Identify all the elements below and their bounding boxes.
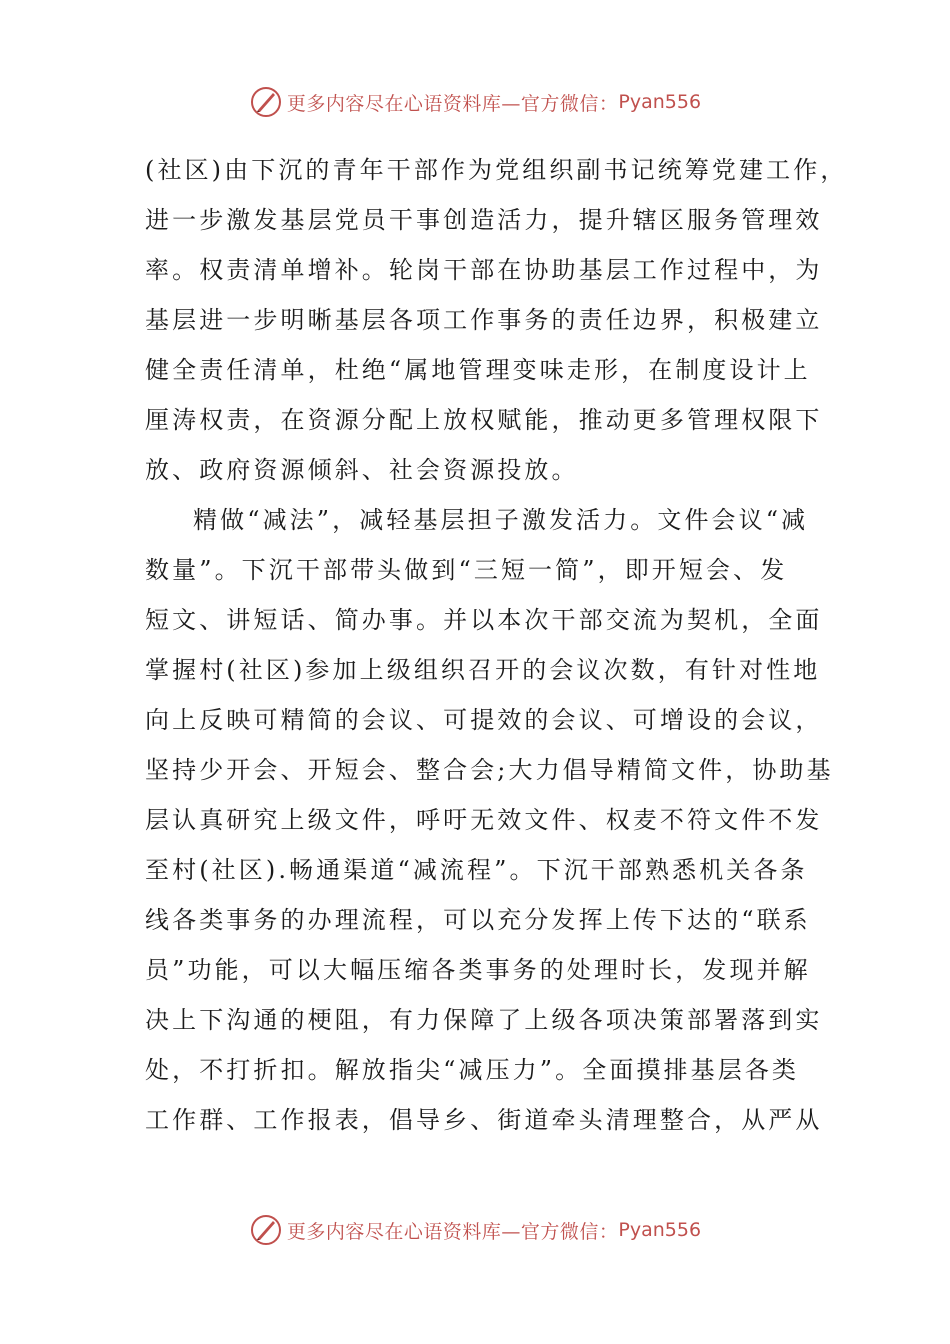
document-body bbox=[145, 145, 848, 1145]
footer-banner bbox=[0, 1210, 950, 1250]
text-line: 进一步激发基层党员干事创造活力，提升辖区服务管理效 bbox=[145, 206, 823, 234]
text-line: 员”功能，可以大幅压缩各类事务的处理时长，发现并解 bbox=[145, 956, 811, 984]
text-line: 处，不打折扣。解放指尖“减压力”。全面摸排基层各类 bbox=[145, 1056, 800, 1084]
banner-text: 更多内容尽在心语资料库—官方微信： bbox=[286, 1220, 619, 1243]
text-line: 至村(社区).畅通渠道“减流程”。下沉干部熟悉机关各条 bbox=[145, 856, 808, 884]
text-line: 放、政府资源倾斜、社会资源投放。 bbox=[145, 456, 579, 484]
text-line: 数量”。下沉干部带头做到“三短一简”，即开短会、发 bbox=[145, 556, 788, 584]
paragraph-2 bbox=[145, 495, 834, 1145]
text-line: 线各类事务的办理流程，可以充分发挥上传下达的“联系 bbox=[145, 906, 811, 934]
text-line: 健全责任清单，杜绝“属地管理变味走形，在制度设计上 bbox=[145, 356, 811, 384]
text-line: 短文、讲短话、简办事。并以本次干部交流为契机，全面 bbox=[145, 606, 823, 634]
text-line: 坚持少开会、开短会、整合会;大力倡导精简文件，协助基 bbox=[145, 756, 834, 784]
text-line: 率。权责清单增补。轮岗干部在协助基层工作过程中，为 bbox=[145, 256, 823, 284]
header-banner bbox=[0, 82, 950, 122]
quill-logo-icon bbox=[249, 85, 283, 119]
banner-wechat-id: Pyan556 bbox=[618, 1219, 702, 1241]
paragraph-1 bbox=[145, 145, 848, 495]
banner-text: 更多内容尽在心语资料库—官方微信： bbox=[286, 92, 619, 115]
text-line: 层认真研究上级文件，呼吁无效文件、权麦不符文件不发 bbox=[145, 806, 823, 834]
text-line: 工作群、工作报表，倡导乡、街道牵头清理整合，从严从 bbox=[145, 1106, 823, 1134]
text-line: 决上下沟通的梗阻，有力保障了上级各项决策部署落到实 bbox=[145, 1006, 823, 1034]
text-line: (社区)由下沉的青年干部作为党组织副书记统筹党建工作， bbox=[145, 156, 848, 184]
text-line: 基层进一步明晰基层各项工作事务的责任边界，积极建立 bbox=[145, 306, 823, 334]
text-line: 精做“减法”，减轻基层担子激发活力。文件会议“减 bbox=[193, 506, 809, 534]
text-line: 向上反映可精简的会议、可提效的会议、可增设的会议， bbox=[145, 706, 823, 734]
text-line: 厘涛权责，在资源分配上放权赋能，推动更多管理权限下 bbox=[145, 406, 823, 434]
text-line: 掌握村(社区)参加上级组织召开的会议次数，有针对性地 bbox=[145, 656, 821, 684]
banner-wechat-id: Pyan556 bbox=[618, 91, 702, 113]
quill-logo-icon bbox=[249, 1213, 283, 1247]
